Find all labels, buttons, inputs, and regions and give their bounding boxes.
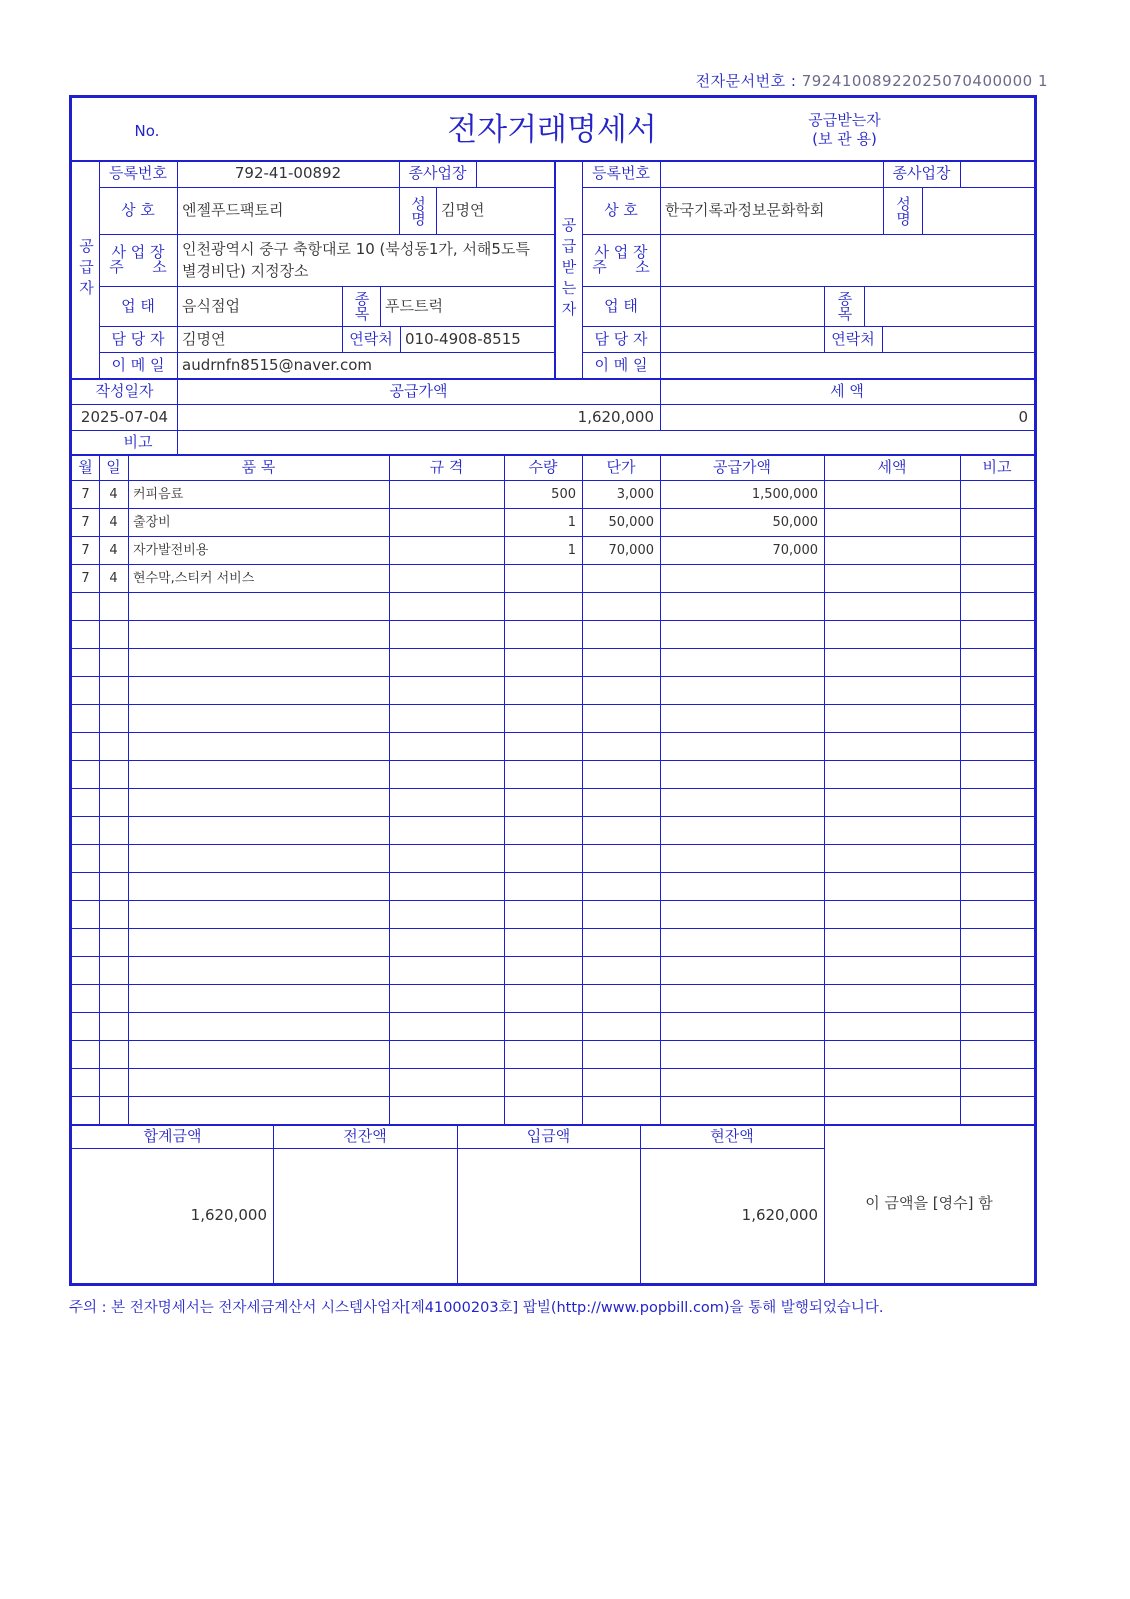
table-cell-qty: 500 [551, 486, 576, 502]
no-label: No. [134, 121, 160, 140]
receiver-branch-label: 종사업장 [892, 164, 951, 182]
table-cell-amount [660, 564, 824, 592]
table-cell-amount: 50,000 [772, 514, 818, 530]
grid-line [72, 928, 1034, 929]
supplier-item-label: 종목 [352, 291, 371, 321]
supplier-manager: 김명연 [182, 329, 226, 348]
grid-line [72, 984, 1034, 985]
grid-line [72, 592, 1034, 593]
grid-line [960, 160, 961, 187]
grid-line [72, 844, 1034, 845]
grid-line [72, 900, 1034, 901]
grid-line [72, 956, 1034, 957]
table-cell-d: 4 [109, 486, 118, 502]
table-cell-note [960, 564, 1034, 592]
supplier-address-line1: 인천광역시 중구 축항대로 10 (북성동1가, 서해5도특 [182, 239, 530, 258]
table-cell-m: 7 [81, 542, 90, 558]
grid-line [72, 430, 1034, 431]
footer-prev [273, 1148, 457, 1283]
supply-total-label: 공급가액 [389, 381, 448, 400]
grid-line [864, 286, 865, 326]
supplier-email: audrnfn8515@naver.com [182, 355, 372, 374]
table-cell-price: 50,000 [608, 514, 654, 530]
receiver-email-label: 이 메 일 [594, 355, 648, 374]
footer-prev-label: 전잔액 [343, 1126, 387, 1145]
supplier-biztype: 음식점업 [182, 296, 240, 315]
document-number [696, 70, 1048, 91]
supplier-manager-label: 담 당 자 [111, 329, 165, 348]
receiver-contact-label: 연락처 [831, 329, 875, 348]
grid-line [72, 816, 1034, 817]
table-cell-spec [389, 564, 504, 592]
grid-line [72, 1068, 1034, 1069]
table-cell-price [582, 564, 660, 592]
grid-line [72, 1040, 1034, 1041]
supplier-address-line2: 별경비단) 지정장소 [182, 261, 309, 280]
issue-date: 2025-07-04 [80, 407, 169, 426]
receiver-name-label: 성명 [894, 195, 912, 226]
grid-line [72, 872, 1034, 873]
document-title: 전자거래명세서 [447, 111, 657, 148]
grid-line [72, 788, 1034, 789]
copy-type-line1: 공급받는자 [808, 110, 881, 129]
table-cell-spec [389, 508, 504, 536]
table-cell-m: 7 [81, 570, 90, 586]
table-cell-qty: 1 [567, 542, 576, 558]
footer-total: 1,620,000 [190, 1206, 267, 1224]
supplier-contact-label: 연락처 [349, 329, 393, 348]
grid-line [72, 620, 1034, 621]
grid-line [1034, 1124, 1035, 1283]
table-header-spec: 규 격 [429, 457, 464, 476]
receiver-company-label: 상 호 [604, 201, 638, 219]
grid-line [72, 1012, 1034, 1013]
grid-line [72, 1148, 824, 1149]
grid-line [72, 648, 1034, 649]
table-header-month: 월 [78, 457, 93, 476]
grid-line [922, 187, 923, 234]
grid-line [72, 732, 1034, 733]
supplier-regno-label: 등록번호 [109, 164, 167, 182]
table-header-note: 비고 [982, 457, 1012, 476]
table-cell-qty: 1 [567, 514, 576, 530]
supplier-biztype-label: 업 태 [121, 296, 155, 315]
supply-total: 1,620,000 [577, 407, 654, 426]
table-cell-tax [824, 536, 960, 564]
grid-line [72, 1096, 1034, 1097]
footer-balance: 1,620,000 [741, 1206, 818, 1224]
date-label: 작성일자 [95, 381, 154, 400]
receiver-item-label: 종목 [835, 291, 854, 321]
grid-line [72, 760, 1034, 761]
table-cell-tax [824, 480, 960, 508]
grid-line [72, 704, 1034, 705]
table-cell-d: 4 [109, 570, 118, 586]
table-header-item: 품 목 [241, 457, 276, 476]
table-cell-m: 7 [81, 514, 90, 530]
supplier-branch-label: 종사업장 [408, 164, 467, 182]
footer-total-label: 합계금액 [143, 1126, 202, 1145]
table-cell-tax [824, 508, 960, 536]
receiver-vertical-label: 공급받는자 [559, 216, 578, 322]
supplier-address-label: 사 업 장 주 소 [109, 243, 167, 276]
table-cell-amount: 70,000 [772, 542, 818, 558]
receiver-regno-label: 등록번호 [592, 164, 650, 182]
tax-total: 0 [1018, 407, 1028, 426]
supplier-email-label: 이 메 일 [111, 355, 165, 374]
table-cell-item: 커피음료 [133, 486, 184, 502]
issuer-notice: 주의 : 본 전자명세서는 전자세금계산서 시스템사업자[제41000203호] 팝빌(http://www.popbill.com)을 통해 발행되었습니다. [69, 1300, 884, 1316]
table-cell-item: 현수막,스티커 서비스 [133, 570, 255, 586]
grid-line [882, 326, 883, 352]
grid-line [554, 160, 556, 378]
supplier-company: 엔젤푸드팩토리 [182, 201, 284, 219]
memo-label: 비고 [123, 432, 153, 451]
table-cell-amount: 1,500,000 [751, 486, 818, 502]
document-number-label: 전자문서번호 : [695, 72, 797, 90]
supplier-contact: 010-4908-8515 [405, 329, 521, 348]
grid-line [72, 676, 1034, 677]
grid-line [476, 160, 477, 187]
table-cell-note [960, 536, 1034, 564]
table-cell-price: 70,000 [608, 542, 654, 558]
table-cell-m: 7 [81, 486, 90, 502]
table-header-amount: 공급가액 [713, 457, 771, 476]
table-cell-item: 출장비 [133, 514, 171, 530]
supplier-name-label: 성명 [409, 195, 427, 226]
receiver-manager-label: 담 당 자 [594, 329, 648, 348]
table-header-day: 일 [106, 457, 121, 476]
table-cell-note [960, 508, 1034, 536]
statement-frame [69, 95, 1037, 1286]
receipt-statement: 이 금액을 [영수] 함 [865, 1194, 993, 1212]
table-cell-item: 자가발전비용 [133, 542, 209, 558]
footer-paid [457, 1148, 640, 1283]
table-cell-qty [504, 564, 582, 592]
supplier-vertical-label: 공급자 [77, 237, 95, 301]
table-cell-spec [389, 536, 504, 564]
table-header-qty: 수량 [528, 457, 558, 476]
receiver-biztype-label: 업 태 [604, 296, 638, 315]
supplier-company-label: 상 호 [121, 201, 155, 219]
receiver-address-label: 사 업 장 주 소 [592, 243, 650, 276]
table-header-price: 단가 [606, 457, 636, 476]
table-cell-d: 4 [109, 514, 118, 530]
table-cell-note [960, 480, 1034, 508]
table-cell-spec [389, 480, 504, 508]
table-header-tax: 세액 [877, 457, 907, 476]
table-cell-d: 4 [109, 542, 118, 558]
supplier-name: 김명연 [441, 201, 485, 219]
document-number-value: 79241008922025070400000 1 [801, 72, 1048, 90]
footer-paid-label: 입금액 [526, 1126, 571, 1145]
supplier-item: 푸드트럭 [385, 296, 443, 315]
footer-balance-label: 현잔액 [710, 1126, 754, 1145]
supplier-regno: 792-41-00892 [234, 164, 342, 182]
table-cell-price: 3,000 [616, 486, 654, 502]
table-cell-tax [824, 564, 960, 592]
copy-type-line2: (보 관 용) [812, 129, 877, 148]
receiver-company: 한국기록과정보문화학회 [665, 201, 825, 219]
tax-total-label: 세 액 [830, 381, 864, 400]
